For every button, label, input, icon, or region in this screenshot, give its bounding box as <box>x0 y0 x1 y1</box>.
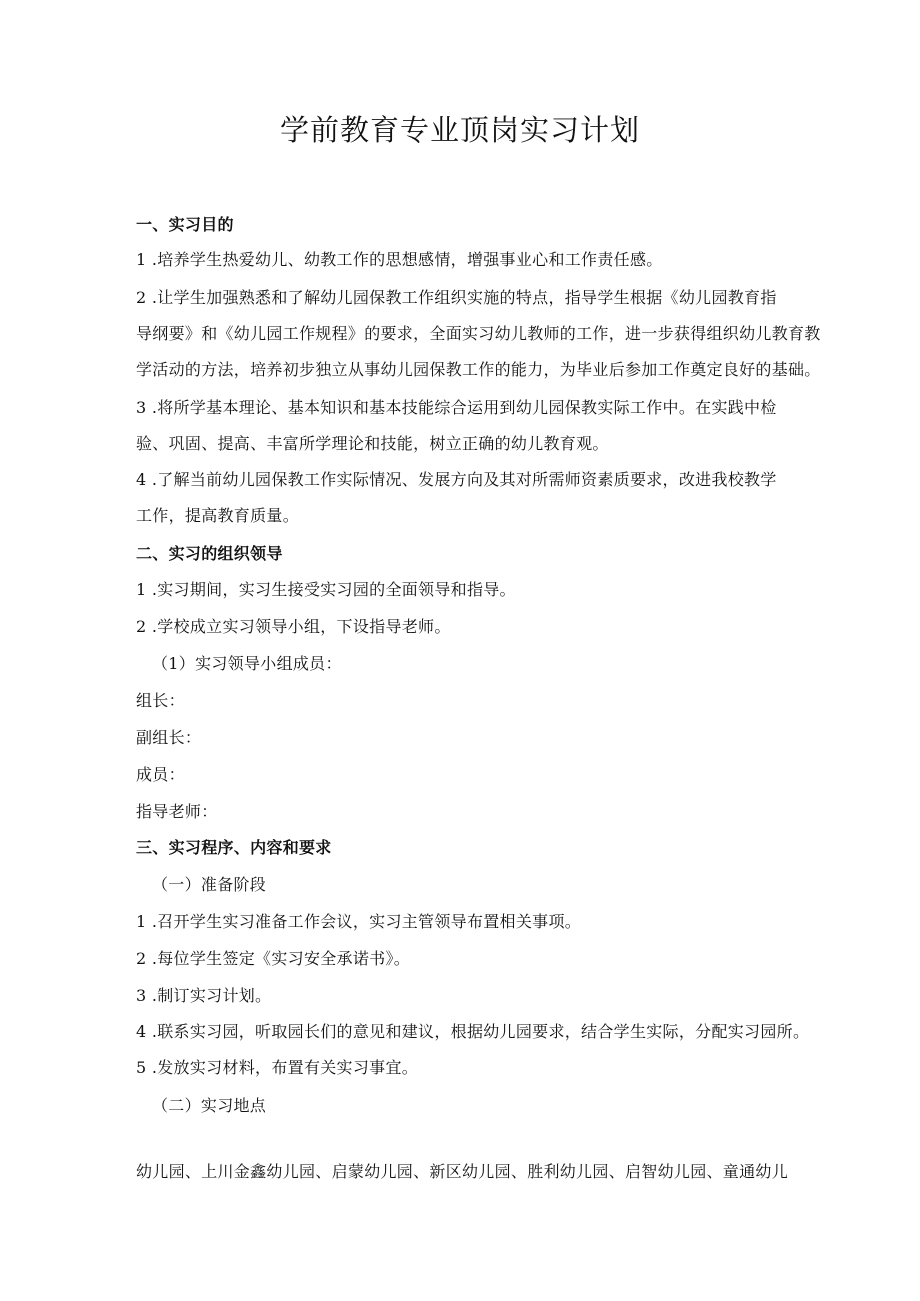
paragraph: 4 .联系实习园，听取园长们的意见和建议，根据幼儿园要求，结合学生实际，分配实习园所。 <box>136 1022 810 1041</box>
paragraph: 导纲要》和《幼儿园工作规程》的要求，全面实习幼儿教师的工作，进一步获得组织幼儿教育教 <box>136 324 821 343</box>
section-heading-purpose: 一、实习目的 <box>136 215 234 234</box>
section-heading-organization: 二、实习的组织领导 <box>136 544 283 563</box>
paragraph: 2 .每位学生签定《实习安全承诺书》。 <box>136 949 411 968</box>
section-heading-procedure: 三、实习程序、内容和要求 <box>136 838 332 857</box>
paragraph: 4 .了解当前幼儿园保教工作实际情况、发展方向及其对所需师资素质要求，改进我校教学 <box>136 470 777 489</box>
subheading: （1）实习领导小组成员： <box>152 654 342 673</box>
paragraph: 2 .学校成立实习领导小组，下设指导老师。 <box>136 617 451 636</box>
subheading: （二）实习地点 <box>152 1096 267 1115</box>
field-label-advisors: 指导老师： <box>136 802 218 821</box>
paragraph: 5 .发放实习材料，布置有关实习事宜。 <box>136 1058 419 1077</box>
paragraph: 1 .培养学生热爱幼儿、幼教工作的思想感情，增强事业心和工作责任感。 <box>136 250 663 269</box>
subheading: （一）准备阶段 <box>152 875 267 894</box>
paragraph: 验、巩固、提高、丰富所学理论和技能，树立正确的幼儿教育观。 <box>136 434 609 453</box>
page-title: 学前教育专业顶岗实习计划 <box>279 113 640 147</box>
paragraph: 3 .制订实习计划。 <box>136 986 272 1005</box>
field-label-vice-leader: 副组长： <box>136 728 202 747</box>
paragraph: 2 .让学生加强熟悉和了解幼儿园保教工作组织实施的特点，指导学生根据《幼儿园教育指 <box>136 288 777 307</box>
paragraph: 工作，提高教育质量。 <box>136 506 300 525</box>
paragraph: 1 .召开学生实习准备工作会议，实习主管领导布置相关事项。 <box>136 912 582 931</box>
paragraph: 学活动的方法，培养初步独立从事幼儿园保教工作的能力，为毕业后参加工作奠定良好的基础。 <box>136 360 821 379</box>
paragraph: 幼儿园、上川金鑫幼儿园、启蒙幼儿园、新区幼儿园、胜利幼儿园、启智幼儿园、童通幼儿 <box>136 1162 789 1181</box>
paragraph: 3 .将所学基本理论、基本知识和基本技能综合运用到幼儿园保教实际工作中。在实践中检 <box>136 398 777 417</box>
paragraph: 1 .实习期间，实习生接受实习园的全面领导和指导。 <box>136 580 516 599</box>
field-label-leader: 组长： <box>136 691 185 710</box>
field-label-members: 成员： <box>136 765 185 784</box>
